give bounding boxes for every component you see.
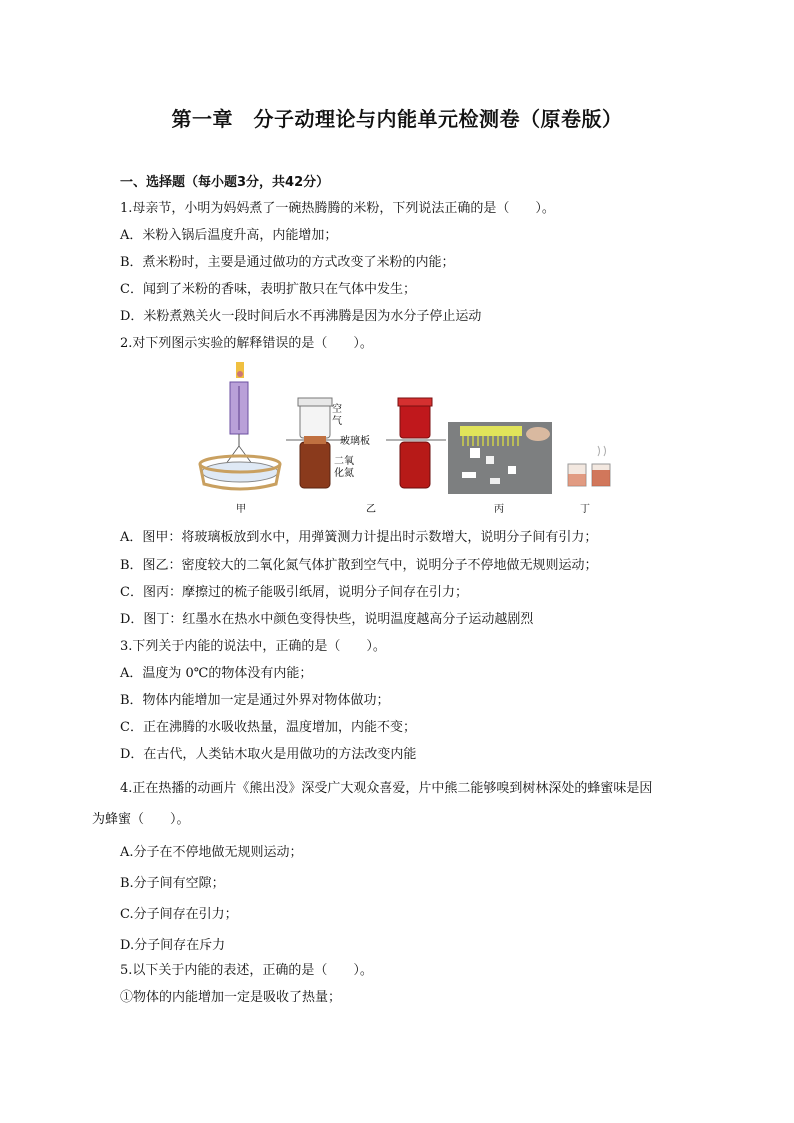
figure-jia-spring-scale xyxy=(200,362,280,489)
figure-bing-comb-photo xyxy=(448,422,552,494)
q3-option-c: C．正在沸腾的水吸收热量，温度增加，内能不变； xyxy=(120,720,416,735)
q3-option-b: B．物体内能增加一定是通过外界对物体做功； xyxy=(120,693,390,708)
q2-option-a: A．图甲：将玻璃板放到水中，用弹簧测力计提出时示数增大，说明分子间有引力； xyxy=(120,530,598,545)
q1-stem: 1.母亲节，小明为妈妈煮了一碗热腾腾的米粉，下列说法正确的是（ ）。 xyxy=(120,201,555,216)
q1-option-b: B．煮米粉时，主要是通过做功的方式改变了米粉的内能； xyxy=(120,255,455,270)
figure-ding-beakers xyxy=(568,446,610,486)
figure-label-no2-1: 二氧 xyxy=(334,456,354,467)
q1-option-c: C．闻到了米粉的香味，表明扩散只在气体中发生； xyxy=(120,282,416,297)
q1-option-a: A．米粉入锅后温度升高，内能增加； xyxy=(120,228,338,243)
q4-stem-line1: 4.正在热播的动画片《熊出没》深受广大观众喜爱，片中熊二能够嗅到树林深处的蜂蜜味是因 xyxy=(120,781,653,796)
figure-label-no2-2: 化氮 xyxy=(334,468,354,479)
q2-option-d: D．图丁：红墨水在热水中颜色变得快些，说明温度越高分子运动越剧烈 xyxy=(120,612,534,627)
figure-label-bing: 丙 xyxy=(494,504,504,515)
q4-option-b: B.分子间有空隙； xyxy=(120,876,225,891)
q4-option-a: A.分子在不停地做无规则运动； xyxy=(120,845,303,860)
figure-label-glass: 玻璃板 xyxy=(340,436,370,447)
figure-label-ding: 丁 xyxy=(580,504,590,515)
q3-stem: 3.下列关于内能的说法中，正确的是（ ）。 xyxy=(120,639,386,654)
q2-option-b: B．图乙：密度较大的二氧化氮气体扩散到空气中，说明分子不停地做无规则运动； xyxy=(120,558,598,573)
figure-label-yi: 乙 xyxy=(366,504,376,515)
q3-option-a: A．温度为 0℃的物体没有内能； xyxy=(120,666,313,681)
q5-item-1: ①物体的内能增加一定是吸收了热量； xyxy=(120,990,342,1005)
figure-label-air-1: 空 xyxy=(332,404,342,415)
q4-stem-line2: 为蜂蜜（ ）。 xyxy=(92,812,190,827)
q2-experiment-figure xyxy=(190,360,620,520)
q2-option-c: C．图丙：摩擦过的梳子能吸引纸屑，说明分子间存在引力； xyxy=(120,585,468,600)
figure-label-air-2: 气 xyxy=(332,416,342,427)
section-heading: 一、选择题（每小题3分，共42分） xyxy=(120,175,330,190)
q2-stem: 2.对下列图示实验的解释错误的是（ ）。 xyxy=(120,336,373,351)
q4-option-c: C.分子间存在引力； xyxy=(120,907,238,922)
q4-option-d: D.分子间存在斥力 xyxy=(120,938,226,953)
figure-label-jia: 甲 xyxy=(236,504,246,515)
q3-option-d: D．在古代，人类钻木取火是用做功的方法改变内能 xyxy=(120,747,417,762)
q1-option-d: D．米粉煮熟关火一段时间后水不再沸腾是因为水分子停止运动 xyxy=(120,309,482,324)
page-title: 第一章 分子动理论与内能单元检测卷（原卷版） xyxy=(171,107,623,131)
q5-stem: 5.以下关于内能的表述，正确的是（ ）。 xyxy=(120,963,373,978)
